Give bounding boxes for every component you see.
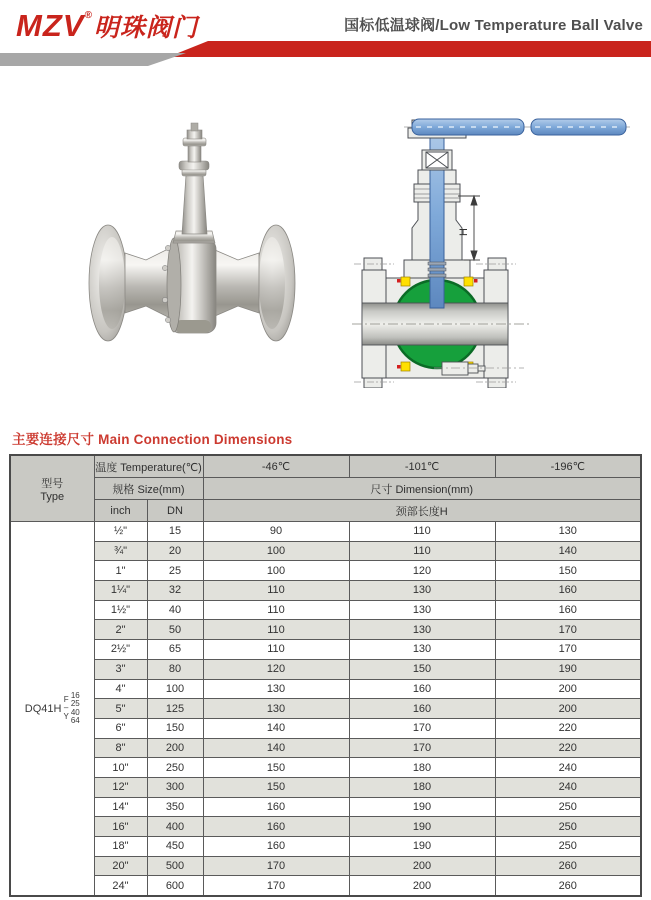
cell-h46: 140	[203, 718, 349, 738]
cell-h46: 100	[203, 541, 349, 561]
cell-h101: 190	[349, 797, 495, 817]
cell-h196: 220	[495, 738, 641, 758]
table-row	[10, 837, 641, 857]
cell-h46: 120	[203, 659, 349, 679]
cell-dn: 200	[147, 738, 203, 758]
table-row	[10, 758, 641, 778]
table-body	[10, 522, 641, 897]
table-row	[10, 738, 641, 758]
table-row	[10, 699, 641, 719]
cell-dn: 400	[147, 817, 203, 837]
model-designation	[11, 692, 94, 726]
cell-h101: 190	[349, 837, 495, 857]
cell-inch: 5"	[94, 699, 147, 719]
cell-h46: 100	[203, 561, 349, 581]
cell-h196: 170	[495, 620, 641, 640]
cell-h46: 170	[203, 856, 349, 876]
cell-h101: 180	[349, 777, 495, 797]
cell-dn: 500	[147, 856, 203, 876]
cell-h101: 150	[349, 659, 495, 679]
model-cell	[10, 522, 94, 897]
cell-h196: 130	[495, 522, 641, 542]
cell-h196: 240	[495, 758, 641, 778]
cell-h196: 250	[495, 817, 641, 837]
cell-inch: 1¼"	[94, 581, 147, 601]
cell-h101: 130	[349, 581, 495, 601]
table-row	[10, 600, 641, 620]
cell-h101: 200	[349, 856, 495, 876]
cell-dn: 600	[147, 876, 203, 896]
cell-inch: 18"	[94, 837, 147, 857]
table-row	[10, 718, 641, 738]
table-row	[10, 876, 641, 896]
figures-row	[0, 70, 651, 392]
model-variants: F – Y	[63, 694, 69, 721]
header-temperature: 温度 Temperature(℃)	[94, 455, 203, 478]
cell-dn: 150	[147, 718, 203, 738]
cell-inch: 6"	[94, 718, 147, 738]
cell-dn: 65	[147, 640, 203, 660]
cell-inch: ½"	[94, 522, 147, 542]
dimension-H-label: H	[458, 228, 470, 236]
table-row	[10, 659, 641, 679]
cell-inch: 24"	[94, 876, 147, 896]
header-type-cn: 型号	[41, 477, 64, 490]
header-temp-101: -101℃	[349, 455, 495, 478]
brand-logo	[16, 8, 198, 44]
cell-h46: 160	[203, 817, 349, 837]
page-title: 国标低温球阀/Low Temperature Ball Valve	[344, 17, 643, 34]
model-pressure-ratings: 16 25 40 64	[70, 690, 80, 725]
cell-h101: 160	[349, 699, 495, 719]
header-type-en: Type	[40, 490, 65, 503]
table-row	[10, 561, 641, 581]
table-row	[10, 620, 641, 640]
header-size: 规格 Size(mm)	[94, 478, 203, 500]
header-inch: inch	[94, 500, 147, 522]
cell-h101: 130	[349, 600, 495, 620]
cell-h196: 190	[495, 659, 641, 679]
section-title: 主要连接尺寸 Main Connection Dimensions	[12, 432, 293, 447]
cell-h101: 170	[349, 718, 495, 738]
table-row	[10, 817, 641, 837]
cell-h196: 140	[495, 541, 641, 561]
cell-inch: 2½"	[94, 640, 147, 660]
cell-inch: 10"	[94, 758, 147, 778]
cell-inch: 1"	[94, 561, 147, 581]
cell-inch: 3"	[94, 659, 147, 679]
table-row	[10, 856, 641, 876]
cell-dn: 100	[147, 679, 203, 699]
logo-chinese-text: 明珠阀门	[93, 14, 198, 42]
cell-h46: 110	[203, 581, 349, 601]
table-row	[10, 797, 641, 817]
cell-dn: 450	[147, 837, 203, 857]
cell-dn: 32	[147, 581, 203, 601]
cell-dn: 350	[147, 797, 203, 817]
cell-h46: 110	[203, 620, 349, 640]
cell-h196: 160	[495, 581, 641, 601]
valve-photo	[86, 120, 298, 360]
cell-h196: 220	[495, 718, 641, 738]
cell-inch: 8"	[94, 738, 147, 758]
cell-h196: 260	[495, 856, 641, 876]
table-row	[10, 679, 641, 699]
cell-h101: 110	[349, 522, 495, 542]
cell-h101: 130	[349, 620, 495, 640]
cell-h46: 150	[203, 777, 349, 797]
header-neck-length: 颈部长度H	[203, 500, 641, 522]
cell-h46: 160	[203, 837, 349, 857]
cell-dn: 40	[147, 600, 203, 620]
cell-h101: 190	[349, 817, 495, 837]
model-main: DQ41H	[24, 702, 62, 715]
cell-h101: 170	[349, 738, 495, 758]
cell-inch: 16"	[94, 817, 147, 837]
table-row	[10, 640, 641, 660]
cell-dn: 25	[147, 561, 203, 581]
red-accent-band	[150, 41, 651, 57]
cell-inch: 4"	[94, 679, 147, 699]
cell-h101: 120	[349, 561, 495, 581]
cell-h46: 90	[203, 522, 349, 542]
cell-h46: 110	[203, 600, 349, 620]
cell-h46: 130	[203, 679, 349, 699]
cell-h196: 170	[495, 640, 641, 660]
cell-dn: 300	[147, 777, 203, 797]
cell-dn: 50	[147, 620, 203, 640]
cell-h101: 110	[349, 541, 495, 561]
cell-dn: 80	[147, 659, 203, 679]
cell-h196: 240	[495, 777, 641, 797]
cell-h46: 110	[203, 640, 349, 660]
cell-dn: 20	[147, 541, 203, 561]
cell-inch: 12"	[94, 777, 147, 797]
cell-dn: 15	[147, 522, 203, 542]
cell-h101: 180	[349, 758, 495, 778]
cell-dn: 250	[147, 758, 203, 778]
cell-h46: 160	[203, 797, 349, 817]
cell-h46: 130	[203, 699, 349, 719]
valve-section-drawing	[350, 110, 634, 388]
cell-h196: 250	[495, 797, 641, 817]
table-row	[10, 522, 641, 542]
header-temp-46: -46℃	[203, 455, 349, 478]
cell-h46: 150	[203, 758, 349, 778]
table-row	[10, 581, 641, 601]
cell-h101: 160	[349, 679, 495, 699]
cell-inch: 20"	[94, 856, 147, 876]
cell-h196: 200	[495, 679, 641, 699]
gray-accent-band	[0, 53, 196, 66]
header-type	[10, 455, 94, 522]
table-header	[10, 455, 641, 522]
header-dimension: 尺寸 Dimension(mm)	[203, 478, 641, 500]
dimensions-table	[9, 454, 642, 897]
cell-h196: 200	[495, 699, 641, 719]
logo-text: MZV	[16, 8, 85, 43]
cell-dn: 125	[147, 699, 203, 719]
cell-inch: ¾"	[94, 541, 147, 561]
table-row	[10, 777, 641, 797]
header-dn: DN	[147, 500, 203, 522]
header-temp-196: -196℃	[495, 455, 641, 478]
cell-h196: 150	[495, 561, 641, 581]
cell-h46: 170	[203, 876, 349, 896]
cell-h196: 260	[495, 876, 641, 896]
cell-h46: 140	[203, 738, 349, 758]
cell-inch: 1½"	[94, 600, 147, 620]
cell-inch: 2"	[94, 620, 147, 640]
cell-h196: 250	[495, 837, 641, 857]
registered-mark: ®	[84, 10, 92, 21]
cell-h101: 200	[349, 876, 495, 896]
cell-h196: 160	[495, 600, 641, 620]
table-row	[10, 541, 641, 561]
cell-h101: 130	[349, 640, 495, 660]
cell-inch: 14"	[94, 797, 147, 817]
page-header	[0, 0, 651, 70]
